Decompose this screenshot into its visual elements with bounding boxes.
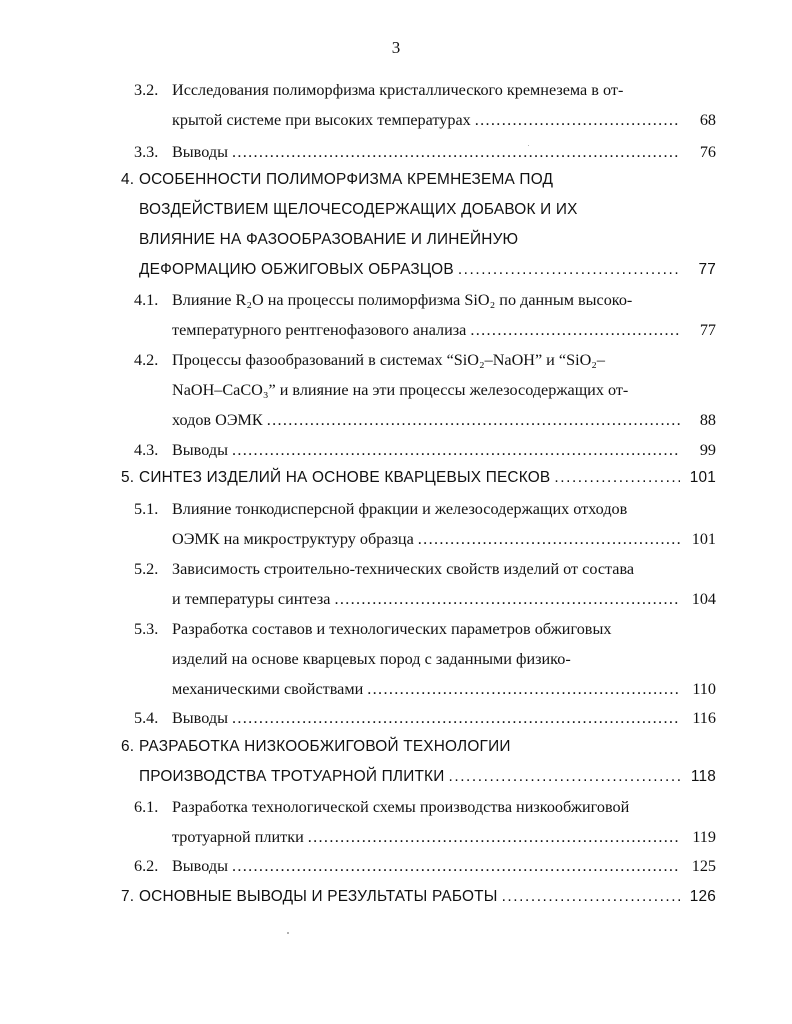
chapter-number: 5. xyxy=(121,469,135,486)
toc-line-last xyxy=(172,825,716,849)
toc-line-last xyxy=(139,765,716,789)
entry-number: 5.3. xyxy=(134,620,159,638)
toc-line xyxy=(172,348,605,372)
dot-leader xyxy=(458,258,680,282)
page-ref: 104 xyxy=(691,590,716,608)
toc-line-last xyxy=(172,677,716,701)
entry-number: 3.3. xyxy=(134,143,159,161)
entry-number: 5.2. xyxy=(134,560,159,578)
toc-line xyxy=(172,288,632,312)
toc-line xyxy=(139,735,511,759)
page-ref: 126 xyxy=(689,888,716,905)
toc-text: NaOH–CaCO₃” и влияние на эти процессы железосодержащих от- xyxy=(172,381,629,399)
dot-leader xyxy=(554,466,680,490)
toc-text: Выводы xyxy=(172,441,228,459)
toc-text: изделий на основе кварцевых пород с заданными физико- xyxy=(172,650,571,668)
entry-number: 4.1. xyxy=(134,291,159,309)
dot-leader xyxy=(308,825,680,849)
toc-text: Выводы xyxy=(172,143,228,161)
toc-line-last xyxy=(172,108,716,132)
toc-text: ОСОБЕННОСТИ ПОЛИМОРФИЗМА КРЕМНЕЗЕМА ПОД xyxy=(139,171,554,188)
dot-leader xyxy=(367,677,680,701)
chapter-number: 4. xyxy=(121,171,135,188)
toc-text: Влияние тонкодисперсной фракции и железосодержащих отходов xyxy=(172,500,628,518)
toc-line-last xyxy=(172,706,716,730)
toc-line-last xyxy=(172,587,716,611)
toc-text: ОСНОВНЫЕ ВЫВОДЫ И РЕЗУЛЬТАТЫ РАБОТЫ xyxy=(139,888,498,905)
page-ref: 88 xyxy=(699,411,716,429)
toc-line-last xyxy=(172,527,716,551)
entry-number: 4.2. xyxy=(134,351,159,369)
toc-line-last xyxy=(172,318,716,342)
chapter-number: 6. xyxy=(121,738,135,755)
toc-line-last xyxy=(139,258,716,282)
toc-line-last xyxy=(139,885,716,909)
toc-line xyxy=(172,557,634,581)
toc-line xyxy=(139,198,578,222)
entry-number: 6.1. xyxy=(134,798,159,816)
dot-leader xyxy=(418,527,680,551)
page-ref: 125 xyxy=(691,857,716,875)
page-ref: 101 xyxy=(691,530,716,548)
toc-line-last xyxy=(172,140,716,164)
dot-leader xyxy=(232,438,680,462)
dot-leader xyxy=(232,706,680,730)
toc-line xyxy=(172,497,627,521)
toc-line-last xyxy=(172,854,716,878)
toc-line xyxy=(172,617,611,641)
dot-leader xyxy=(267,408,680,432)
toc-text: РАЗРАБОТКА НИЗКООБЖИГОВОЙ ТЕХНОЛОГИИ xyxy=(139,738,511,755)
toc-line-last xyxy=(139,466,716,490)
toc-text: Исследования полиморфизма кристаллического кремнезема в от- xyxy=(172,81,624,99)
toc-text: Влияние R₂O на процессы полиморфизма SiO₂ по данным высоко- xyxy=(172,291,633,309)
entry-number: 5.4. xyxy=(134,709,159,727)
toc-text: и температуры синтеза xyxy=(172,590,331,608)
toc-line xyxy=(172,78,623,102)
chapter-number: 7. xyxy=(121,888,135,905)
toc-text: Зависимость строительно-технических свойств изделий от состава xyxy=(172,560,635,578)
toc-text: Процессы фазообразований в системах “SiO₂–NaOH” и “SiO₂– xyxy=(172,351,605,369)
toc-line xyxy=(139,228,518,252)
toc-line xyxy=(172,795,629,819)
page-ref: 99 xyxy=(699,441,716,459)
toc-text: Выводы xyxy=(172,709,228,727)
page-ref: 110 xyxy=(692,680,716,698)
toc-text: Выводы xyxy=(172,857,228,875)
toc-text: Разработка составов и технологических параметров обжиговых xyxy=(172,620,612,638)
entry-number: 6.2. xyxy=(134,857,159,875)
dot-leader xyxy=(502,885,680,909)
entry-number: 5.1. xyxy=(134,500,159,518)
page-ref: 76 xyxy=(699,143,716,161)
entry-number: 3.2. xyxy=(134,81,159,99)
toc-text: тротуарной плитки xyxy=(172,828,304,846)
page-ref: 119 xyxy=(692,828,716,846)
toc-text: Разработка технологической схемы производства низкообжиговой xyxy=(172,798,630,816)
toc-text: ПРОИЗВОДСТВА ТРОТУАРНОЙ ПЛИТКИ xyxy=(139,768,445,785)
dot-leader xyxy=(334,587,680,611)
toc-line xyxy=(139,168,553,192)
dot-leader xyxy=(470,318,680,342)
toc-text: ДЕФОРМАЦИЮ ОБЖИГОВЫХ ОБРАЗЦОВ xyxy=(139,261,454,278)
toc-text: ОЭМК на микроструктуру образца xyxy=(172,530,414,548)
page-ref: 77 xyxy=(699,321,716,339)
scan-speck xyxy=(528,145,529,146)
toc-text: температурного рентгенофазового анализа xyxy=(172,321,467,339)
dot-leader xyxy=(232,140,680,164)
toc-text: СИНТЕЗ ИЗДЕЛИЙ НА ОСНОВЕ КВАРЦЕВЫХ ПЕСКОВ xyxy=(139,469,551,486)
toc-text: крытой системе при высоких температурах xyxy=(172,111,471,129)
scan-speck xyxy=(287,932,289,934)
toc-text: механическими свойствами xyxy=(172,680,364,698)
page-ref: 101 xyxy=(689,469,716,486)
toc-line xyxy=(172,647,571,671)
page-ref: 116 xyxy=(692,709,716,727)
toc-line xyxy=(172,378,628,402)
page-number: 3 xyxy=(391,38,401,57)
dot-leader xyxy=(475,108,680,132)
toc-line-last xyxy=(172,408,716,432)
entry-number: 4.3. xyxy=(134,441,159,459)
toc-text: ВЛИЯНИЕ НА ФАЗООБРАЗОВАНИЕ И ЛИНЕЙНУЮ xyxy=(139,231,519,248)
dot-leader xyxy=(232,854,680,878)
page-ref: 118 xyxy=(690,768,716,785)
toc-line-last xyxy=(172,438,716,462)
page-ref: 68 xyxy=(699,111,716,129)
dot-leader xyxy=(448,765,680,789)
toc-text: ВОЗДЕЙСТВИЕМ ЩЕЛОЧЕСОДЕРЖАЩИХ ДОБАВОК И ИХ xyxy=(139,201,578,218)
page-ref: 77 xyxy=(698,261,716,278)
toc-text: ходов ОЭМК xyxy=(172,411,263,429)
